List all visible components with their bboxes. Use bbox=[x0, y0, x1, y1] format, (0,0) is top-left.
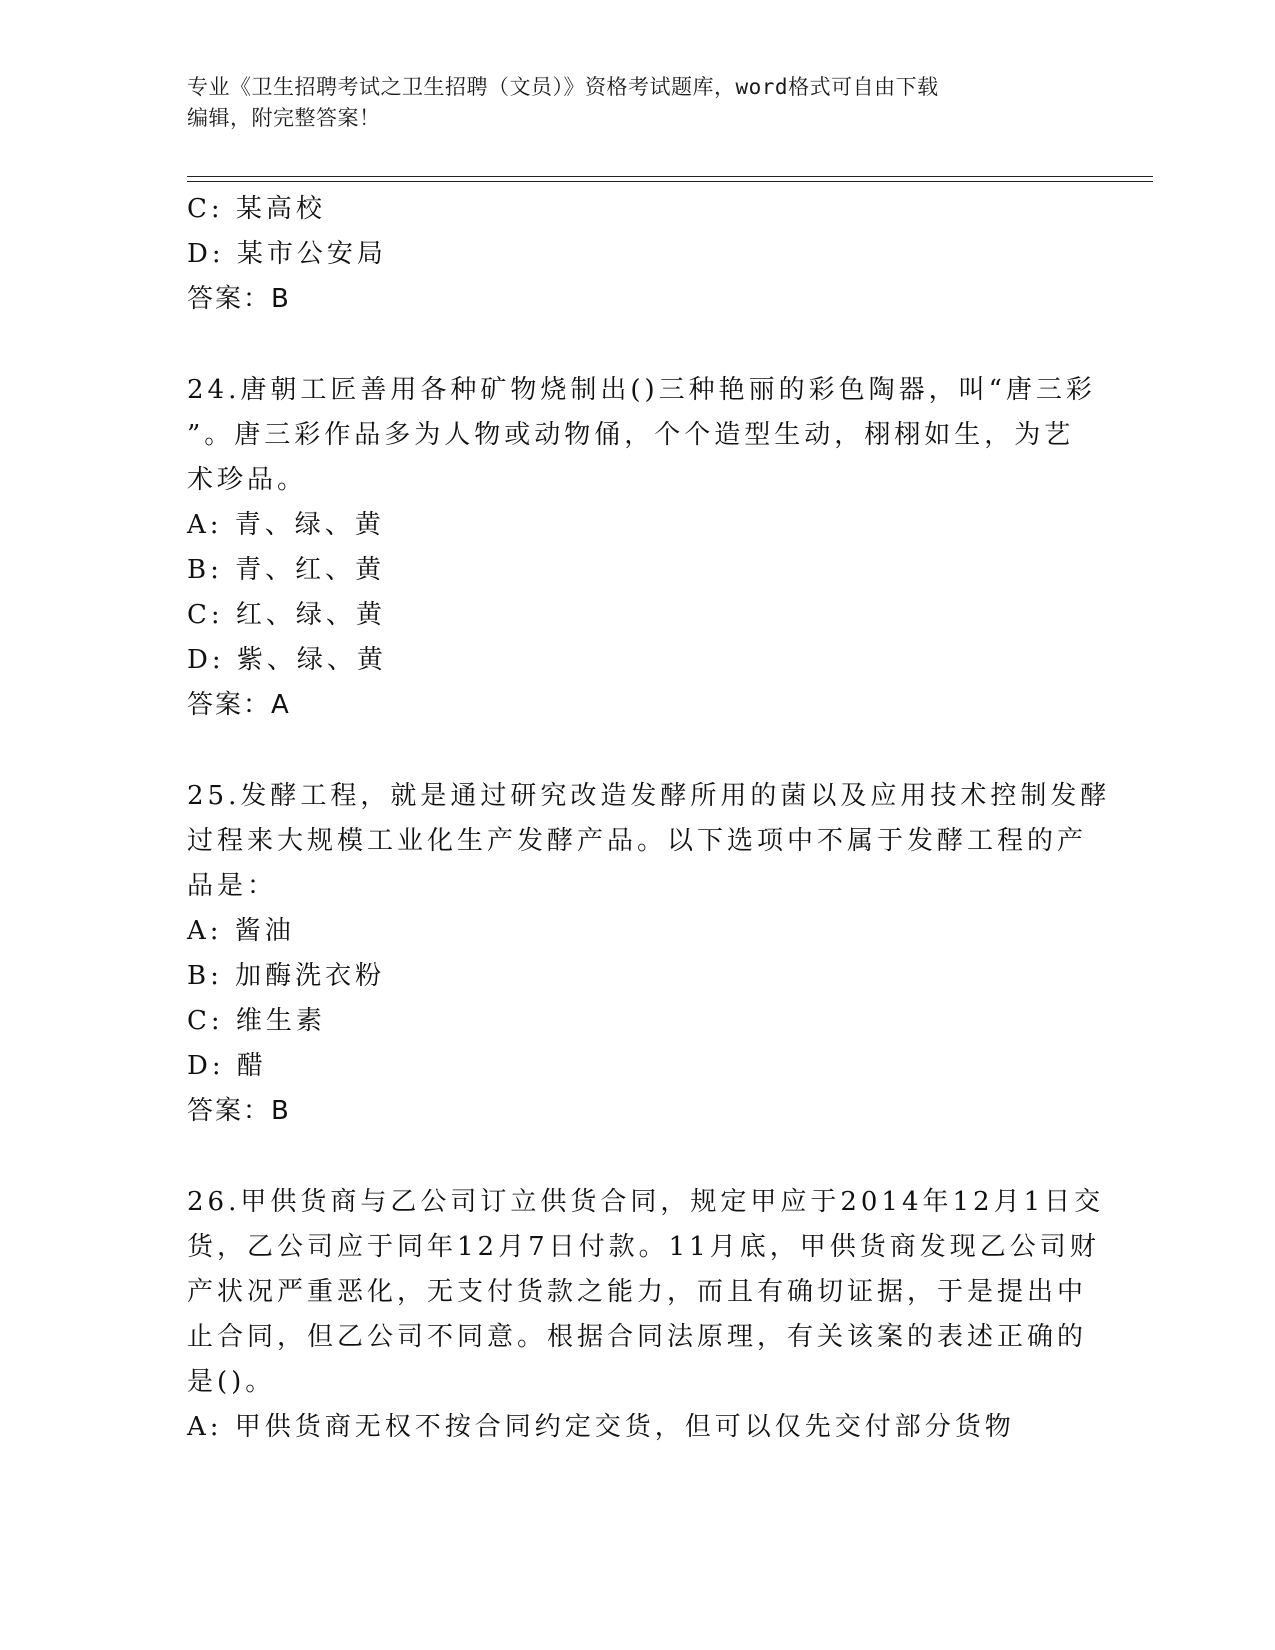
question-26-option-a: A: 甲供货商无权不按合同约定交货，但可以仅先交付部分货物 bbox=[187, 1412, 1015, 1442]
question-26-line-1: 26.甲供货商与乙公司订立供货合同，规定甲应于2014年12月1日交 bbox=[187, 1187, 1105, 1217]
question-24-option-b: B: 青、红、黄 bbox=[187, 555, 386, 585]
question-24-option-c: C: 红、绿、黄 bbox=[187, 600, 386, 630]
answer-line: 答案：B bbox=[187, 284, 291, 314]
question-25-line-1: 25.发酵工程，就是通过研究改造发酵所用的菌以及应用技术控制发酵 bbox=[187, 781, 1111, 811]
question-26-line-4: 止合同，但乙公司不同意。根据合同法原理，有关该案的表述正确的 bbox=[187, 1322, 1088, 1352]
option-c: C: 某高校 bbox=[187, 194, 326, 224]
question-24-option-d: D: 紫、绿、黄 bbox=[187, 645, 387, 675]
question-25-answer: 答案：B bbox=[187, 1096, 291, 1126]
document-header bbox=[187, 72, 1067, 134]
header-divider-bottom bbox=[187, 181, 1153, 182]
question-25-line-3: 品是： bbox=[187, 871, 278, 901]
question-26-line-5: 是()。 bbox=[187, 1367, 276, 1397]
question-24-line-2: ”。唐三彩作品多为人物或动物俑，个个造型生动，栩栩如生，为艺 bbox=[187, 420, 1075, 450]
header-line-2: 编辑，附完整答案！ bbox=[187, 106, 381, 130]
question-24-line-3: 术珍品。 bbox=[187, 465, 308, 495]
question-26-line-2: 货，乙公司应于同年12月7日付款。11月底，甲供货商发现乙公司财 bbox=[187, 1232, 1100, 1262]
question-25-line-2: 过程来大规模工业化生产发酵产品。以下选项中不属于发酵工程的产 bbox=[187, 826, 1088, 856]
question-24-line-1: 24.唐朝工匠善用各种矿物烧制出()三种艳丽的彩色陶器，叫“唐三彩 bbox=[187, 375, 1096, 405]
option-d: D: 某市公安局 bbox=[187, 239, 387, 269]
question-25-option-c: C: 维生素 bbox=[187, 1006, 326, 1036]
header-divider-top bbox=[187, 176, 1153, 177]
header-line-1: 专业《卫生招聘考试之卫生招聘（文员）》资格考试题库，word格式可自由下载 bbox=[187, 75, 939, 99]
question-24-option-a: A: 青、绿、黄 bbox=[187, 510, 385, 540]
question-25-option-d: D: 醋 bbox=[187, 1051, 267, 1081]
question-24-answer: 答案：A bbox=[187, 690, 291, 720]
question-26-line-3: 产状况严重恶化，无支付货款之能力，而且有确切证据，于是提出中 bbox=[187, 1277, 1088, 1307]
question-25-option-a: A: 酱油 bbox=[187, 916, 295, 946]
question-25-option-b: B: 加酶洗衣粉 bbox=[187, 961, 386, 991]
